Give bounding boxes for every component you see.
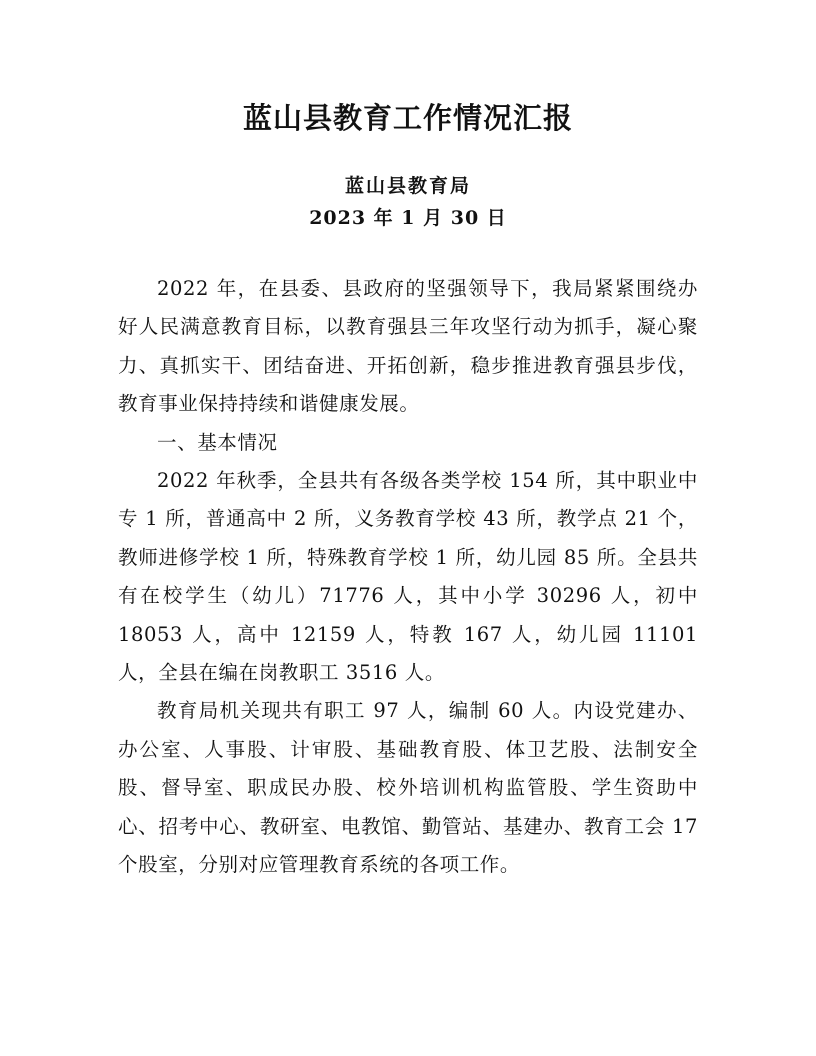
document-title: 蓝山县教育工作情况汇报: [242, 101, 573, 135]
document-body: [118, 270, 698, 885]
document-date: 2023 年 1 月 30 日: [309, 207, 507, 229]
section-paragraph: 教育局机关现共有职工 97 人，编制 60 人。内设党建办、办公室、人事股、计审股、基础教育股、体卫艺股、法制安全股、督导室、职成民办股、校外培训机构监管股、学生资助中心、招考中心、教研室、电教馆、勤管站、基建办、教育工会 17 个股室，分别对应管理教育系统的各项工作。: [118, 699, 698, 877]
intro-paragraph: 2022 年，在县委、县政府的坚强领导下，我局紧紧围绕办好人民满意教育目标，以教育强县三年攻坚行动为抓手，凝心聚力、真抓实干、团结奋进、开拓创新，稳步推进教育强县步伐，教育事业保持持续和谐健康发展。: [118, 277, 698, 416]
section-heading-basic-info: 一、基本情况: [157, 430, 278, 454]
issuing-organization: 蓝山县教育局: [344, 175, 471, 197]
section-paragraph: 2022 年秋季，全县共有各级各类学校 154 所，其中职业中专 1 所，普通高中 2 所，义务教育学校 43 所，教学点 21 个，教师进修学校 1 所，特殊教育学校 1 所，幼儿园 85 所。全县共有在校学生（幼儿）71776 人，其中小学 30296 人，初中 18053 人，高中 12159 人，特教 167 人，幼儿园 11101 人，全县在编在岗教职工 3516 人。: [118, 469, 698, 685]
